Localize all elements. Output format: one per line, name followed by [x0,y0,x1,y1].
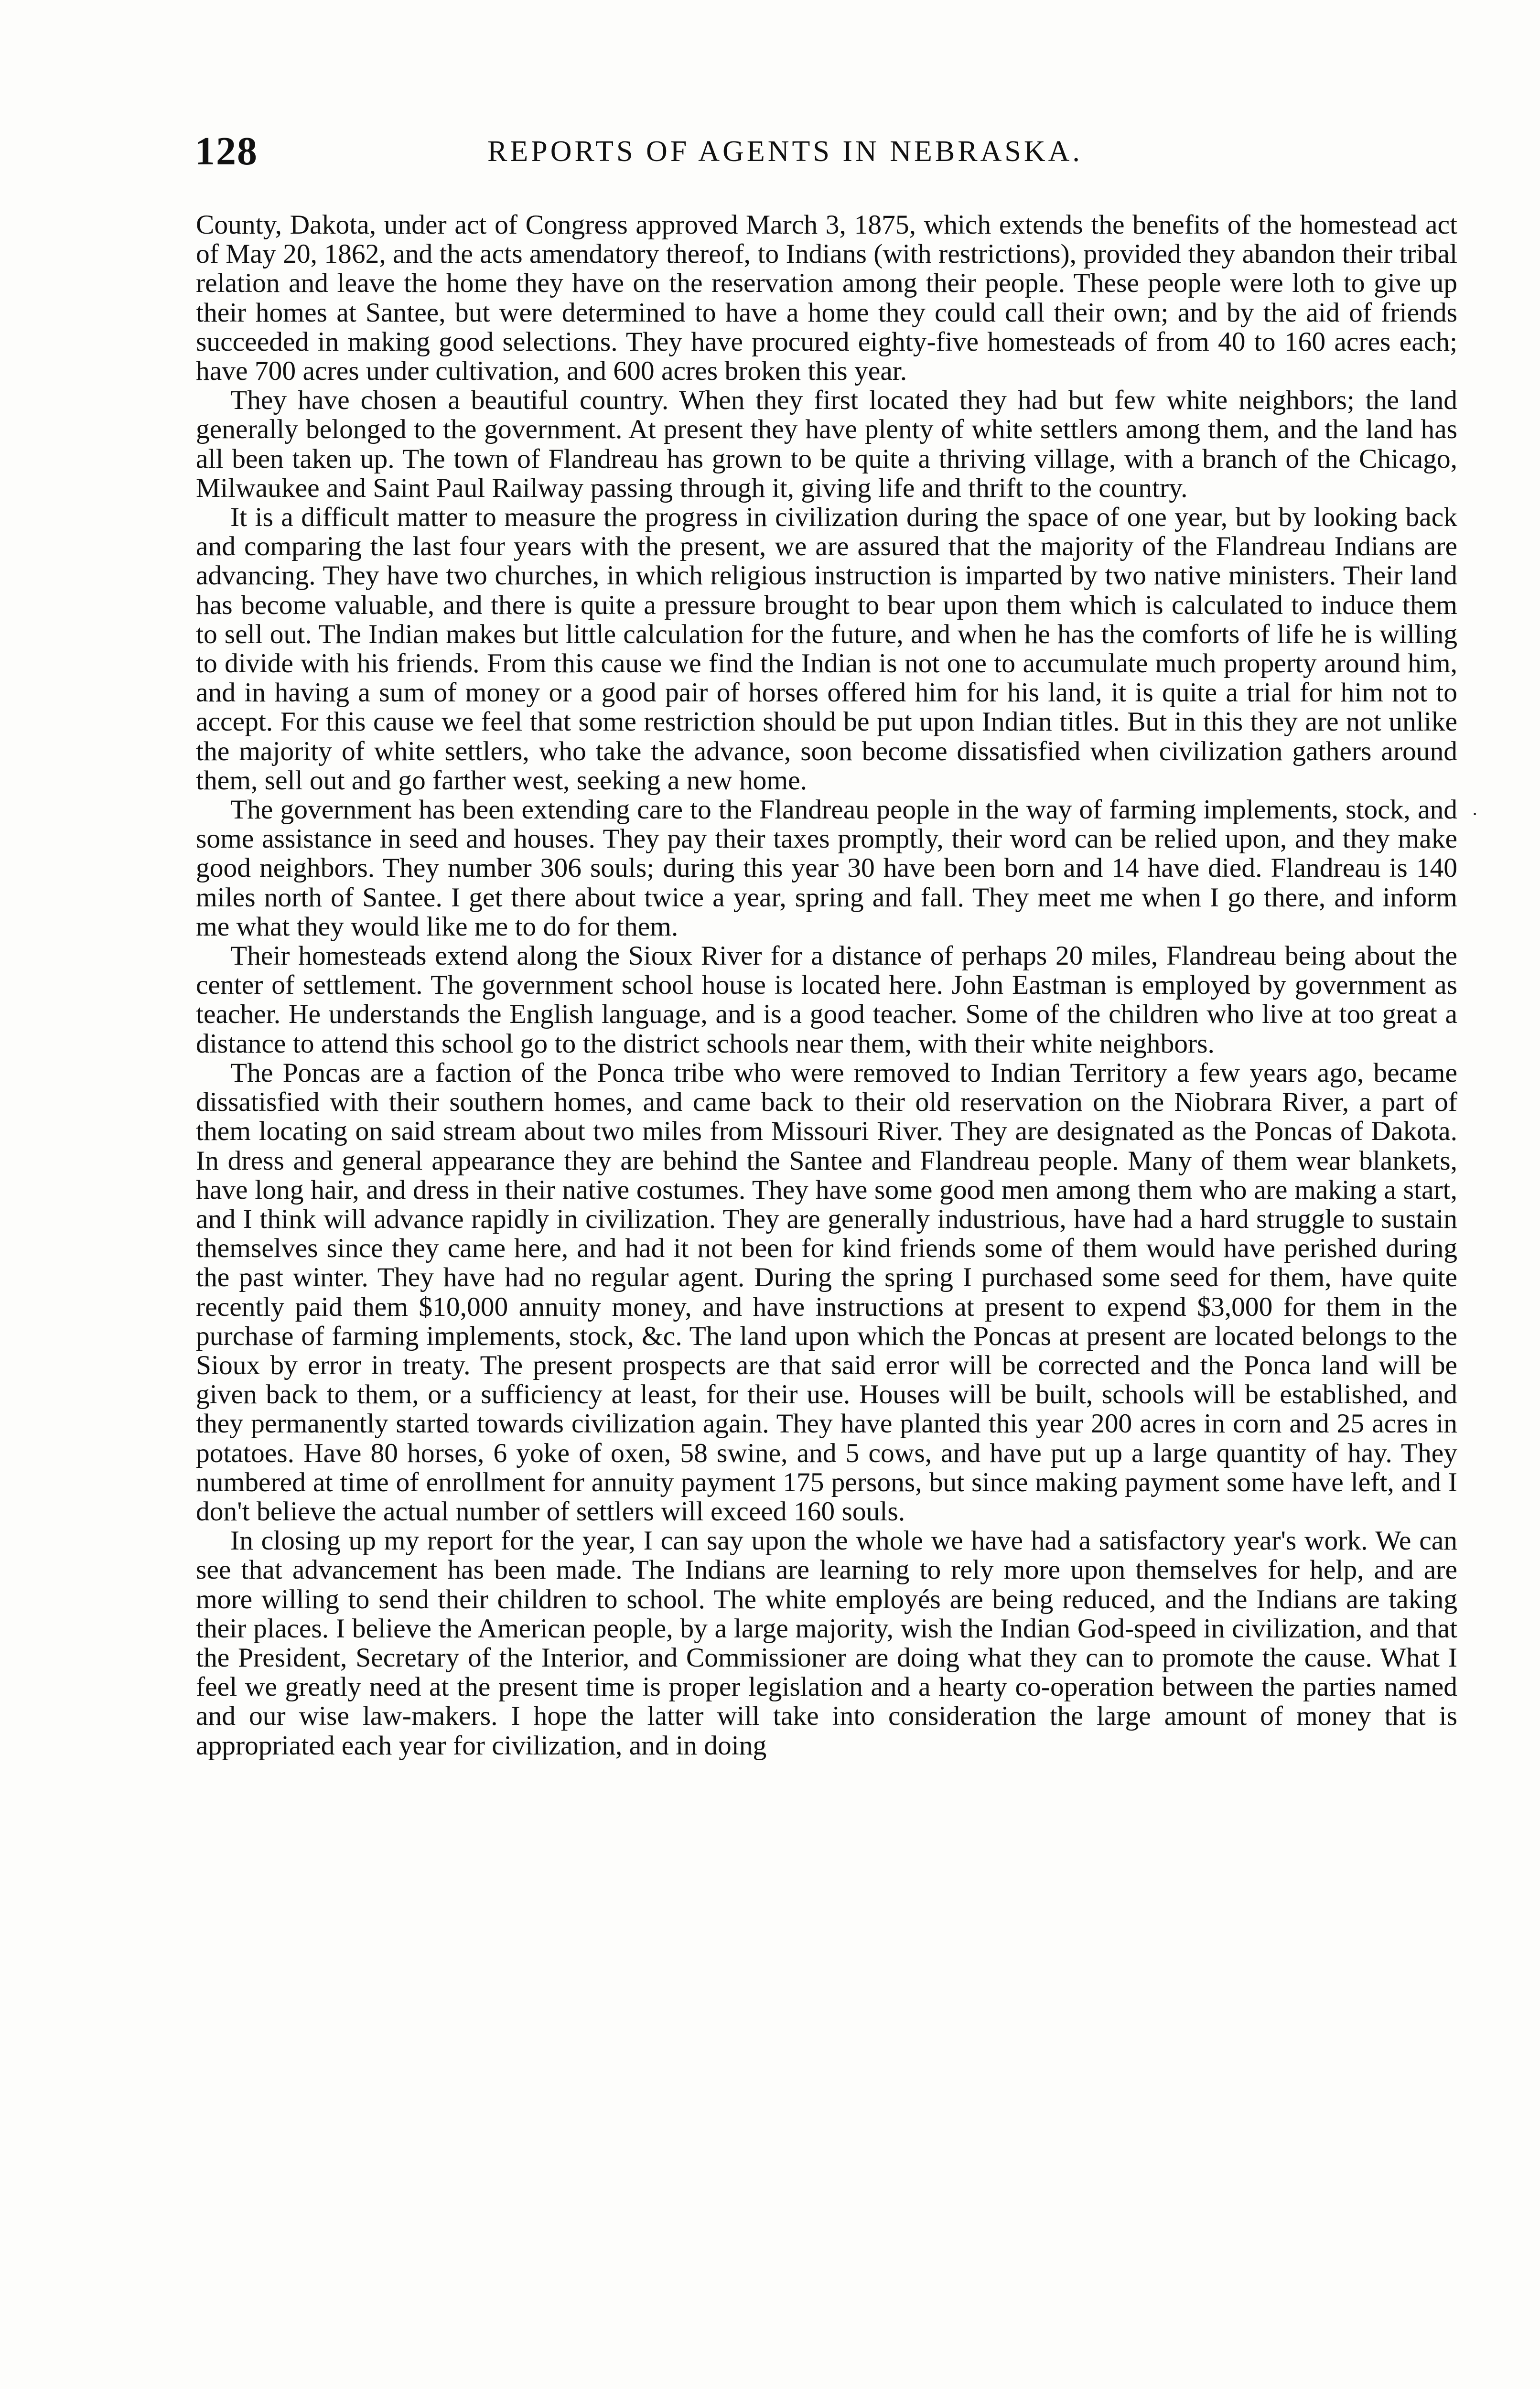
paragraph-2: They have chosen a beautiful country. When they first located they had but few white neighbors; the land generally belonged to the government. At present they have plenty of white settlers among them, and the land has all been taken up. The town of Flandreau has grown to be quite a thriving village, with a branch of the Chicago, Milwaukee and Saint Paul Railway passing through it, giving life and thrift to the country. [196,385,1457,503]
page-number: 128 [195,129,258,173]
paragraph-1: County, Dakota, under act of Congress approved March 3, 1875, which extends the benefits of the homestead act of May 20, 1862, and the acts amendatory thereof, to Indians (with restrictions), provided they abandon their tribal relation and leave the home they have on the reservation among their people. These people were loth to give up their homes at Santee, but were determined to have a home they could call their own; and by the aid of friends succeeded in making good selections. They have procured eighty-five homesteads of from 40 to 160 acres each; have 700 acres under cultivation, and 600 acres broken this year. [196,210,1457,387]
running-head: REPORTS OF AGENTS IN NEBRASKA. [487,135,1083,168]
paragraph-4: The government has been extending care to the Flandreau people in the way of farming implements, stock, and some assistance in seed and houses. They pay their taxes promptly, their word can be relied upon, and they make good neighbors. They number 306 souls; during this year 30 have been born and 14 have died. Flandreau is 140 miles north of Santee. I get there about twice a year, spring and fall. They meet me when I go there, and inform me what they would like me to do for them. [196,795,1457,942]
body-text [196,210,1457,1760]
paragraph-5: Their homesteads extend along the Sioux River for a distance of perhaps 20 miles, Flandreau being about the center of settlement. The government school house is located here. John Eastman is employed by government as teacher. He understands the English language, and is a good teacher. Some of the children who live at too great a distance to attend this school go to the district schools near them, with their white neighbors. [196,941,1457,1059]
margin-mark: · [1472,803,1478,825]
paragraph-3: It is a difficult matter to measure the progress in civilization during the space of one year, but by looking back and comparing the last four years with the present, we are assured that the majority of the Flandreau Indians are advancing. They have two churches, in which religious instruction is imparted by two native ministers. Their land has become valuable, and there is quite a pressure brought to bear upon them which is calculated to induce them to sell out. The Indian makes but little calculation for the future, and when he has the comforts of life he is willing to divide with his friends. From this cause we find the Indian is not one to accumulate much property around him, and in having a sum of money or a good pair of horses offered him for his land, it is quite a trial for him not to accept. For this cause we feel that some restriction should be put upon Indian titles. But in this they are not unlike the majority of white settlers, who take the advance, soon become dissatisfied when civilization gathers around them, sell out and go farther west, seeking a new home. [196,502,1457,796]
paragraph-6: The Poncas are a faction of the Ponca tribe who were removed to Indian Territory a few years ago, became dissatisfied with their southern homes, and came back to their old reservation on the Niobrara River, a part of them locating on said stream about two miles from Missouri River. They are designated as the Poncas of Dakota. In dress and general appearance they are behind the Santee and Flandreau people. Many of them wear blankets, have long hair, and dress in their native costumes. They have some good men among them who are making a start, and I think will advance rapidly in civilization. They are generally industrious, have had a hard struggle to sustain themselves since they came here, and had it not been for kind friends some of them would have perished during the past winter. They have had no regular agent. During the spring I purchased some seed for them, have quite recently paid them $10,000 annuity money, and have instructions at present to expend $3,000 for them in the purchase of farming implements, stock, &c. The land upon which the Poncas at present are located belongs to the Sioux by error in treaty. The present prospects are that said error will be corrected and the Ponca land will be given back to them, or a sufficiency at least, for their use. Houses will be built, schools will be established, and they permanently started towards civilization again. They have planted this year 200 acres in corn and 25 acres in potatoes. Have 80 horses, 6 yoke of oxen, 58 swine, and 5 cows, and have put up a large quantity of hay. They numbered at time of enrollment for annuity payment 175 persons, but since making payment some have left, and I don't believe the actual number of settlers will exceed 160 souls. [196,1057,1457,1527]
paragraph-7: In closing up my report for the year, I can say upon the whole we have had a satisfactory year's work. We can see that advancement has been made. The Indians are learning to rely more upon themselves for help, and are more willing to send their children to school. The white employés are being reduced, and the Indians are taking their places. I believe the American people, by a large majority, wish the Indian God-speed in civilization, and that the President, Secretary of the Interior, and Commissioner are doing what they can to promote the cause. What I feel we greatly need at the present time is proper legislation and a hearty co-operation between the parties named and our wise law-makers. I hope the latter will take into consideration the large amount of money that is appropriated each year for civilization, and in doing [196,1526,1457,1761]
